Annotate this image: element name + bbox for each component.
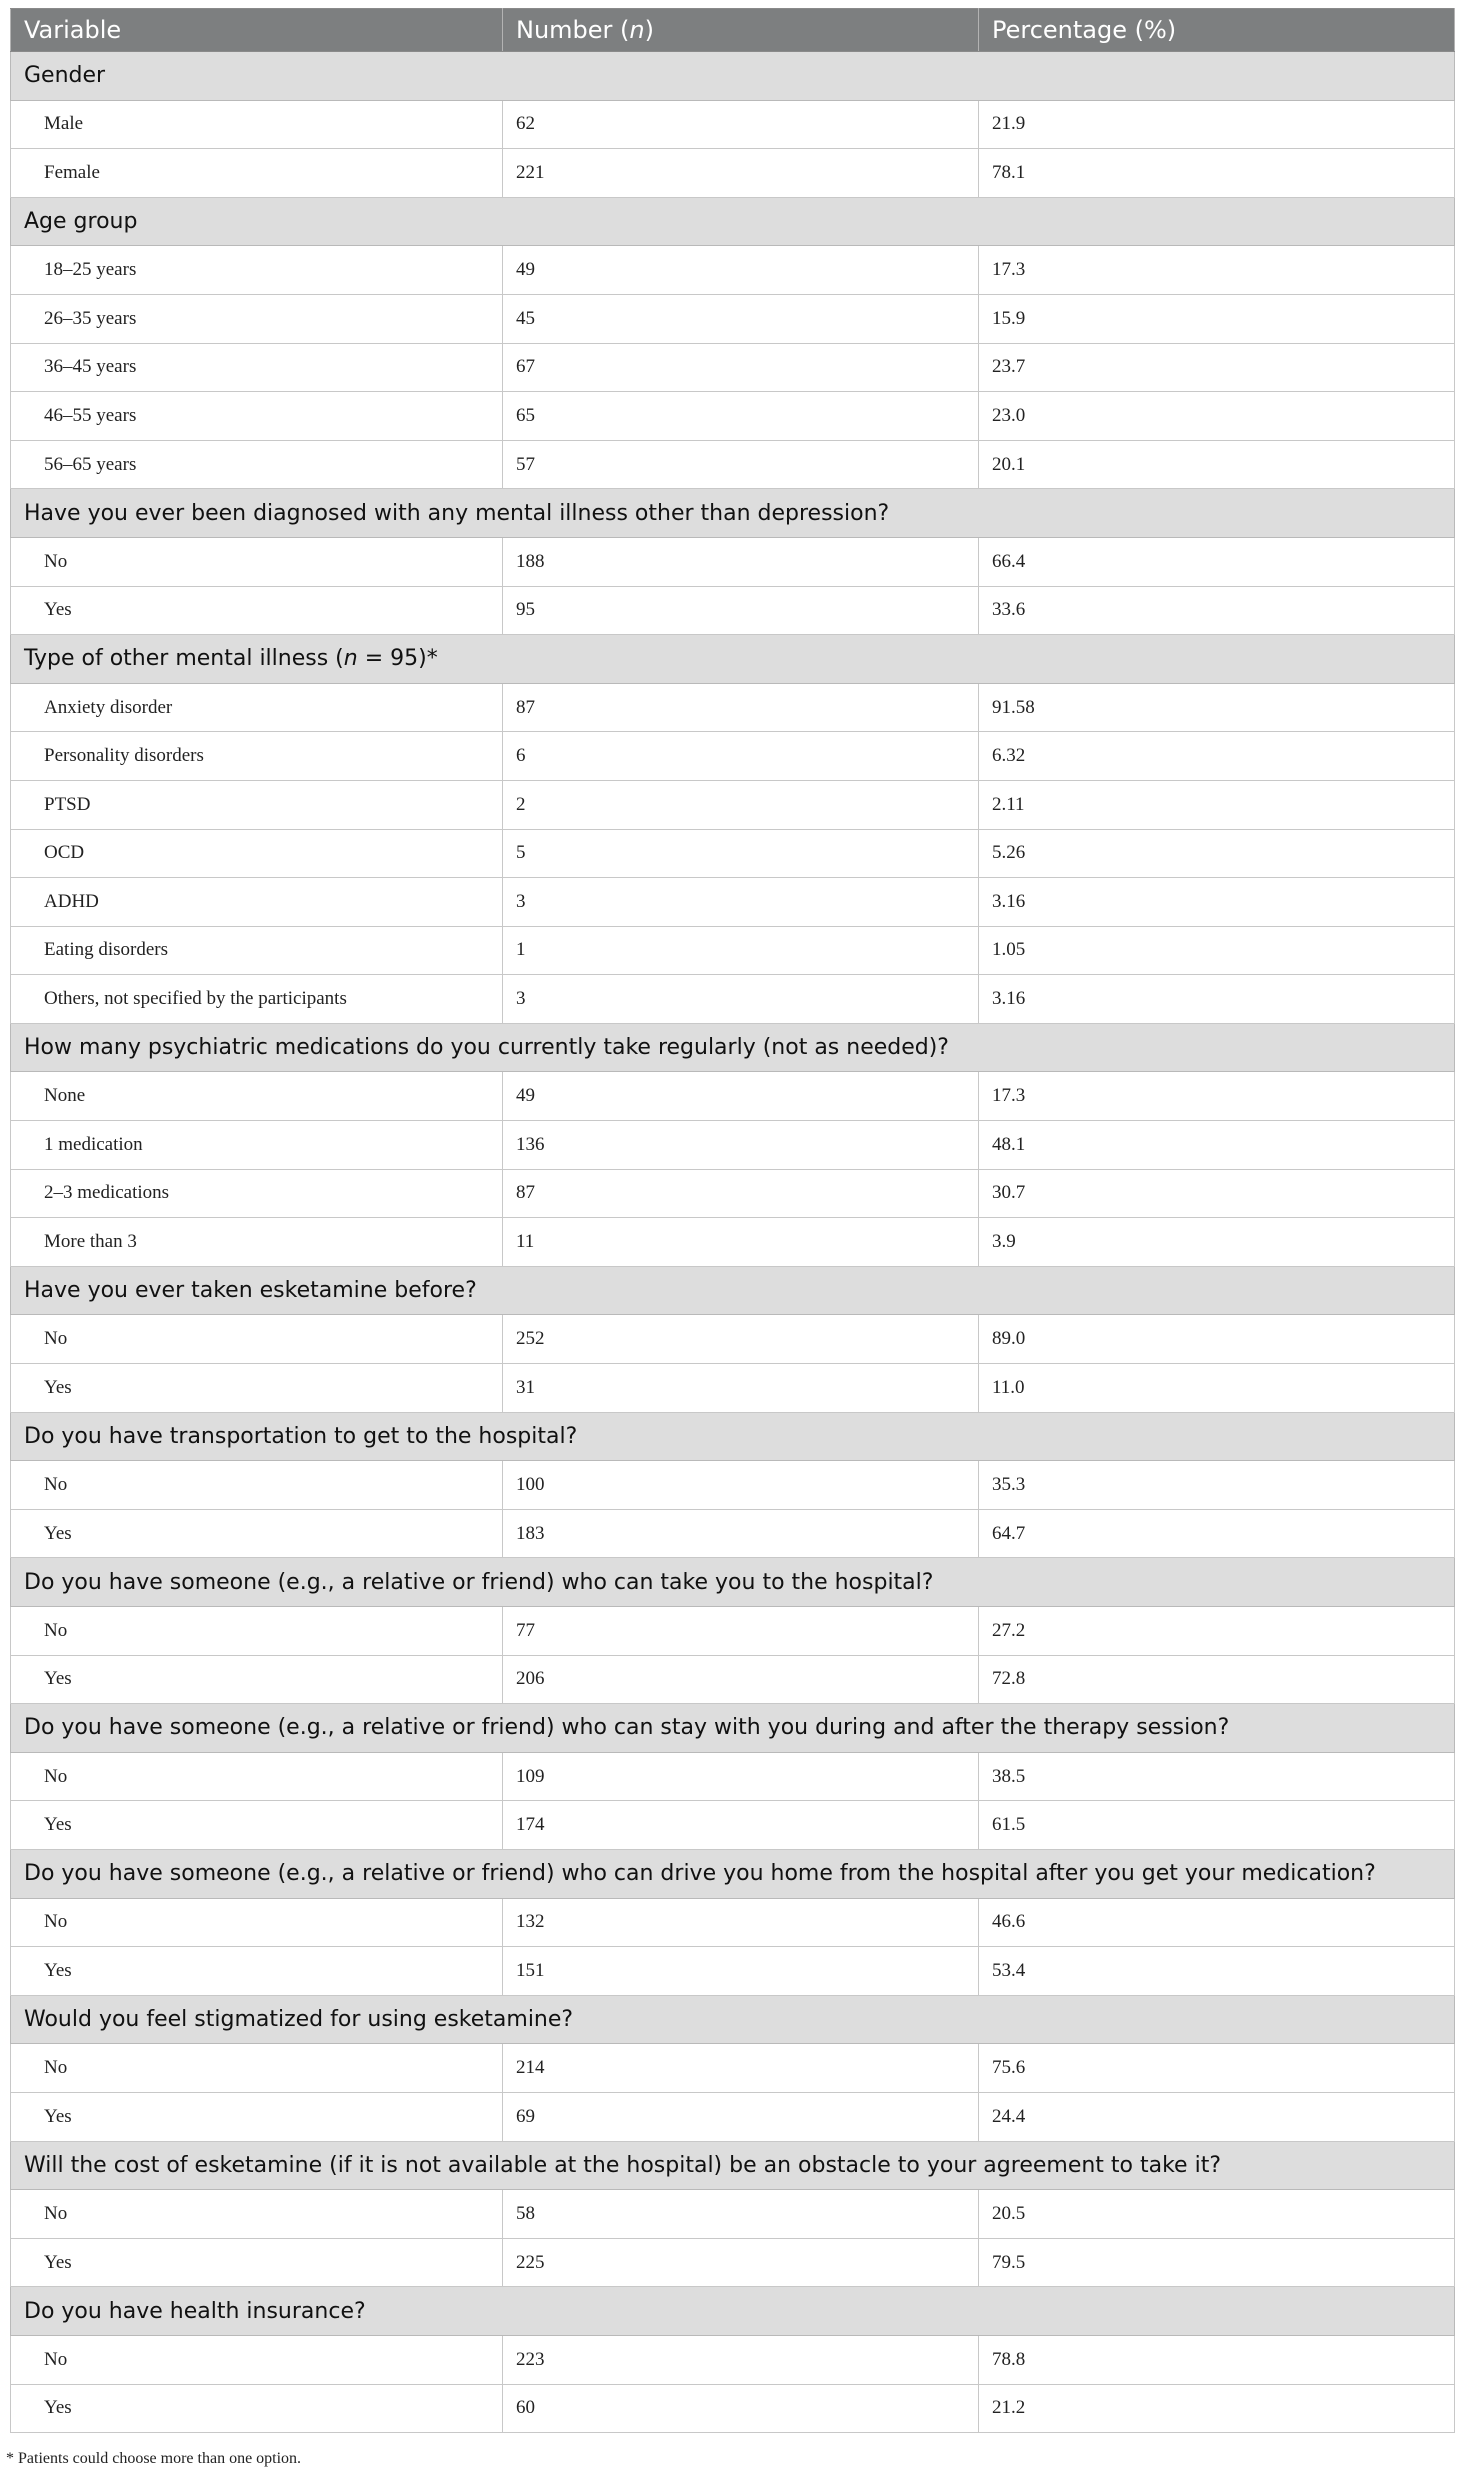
- row-label: 26–35 years: [11, 294, 503, 343]
- table-row: [11, 1315, 1455, 1364]
- row-count: 221: [503, 149, 979, 198]
- row-count: 174: [503, 1801, 979, 1850]
- row-label: No: [11, 1315, 503, 1364]
- row-count: 58: [503, 2190, 979, 2239]
- section-title: Type of other mental illness (n = 95)*: [11, 635, 1455, 684]
- table-row: [11, 1947, 1455, 1996]
- table-footnote: * Patients could choose more than one option.: [6, 2450, 302, 2467]
- row-count: 87: [503, 683, 979, 732]
- row-label: No: [11, 1461, 503, 1510]
- row-count: 3: [503, 975, 979, 1024]
- row-count: 67: [503, 343, 979, 392]
- section-header-row: [11, 489, 1455, 538]
- row-label: No: [11, 1752, 503, 1801]
- table-row: [11, 878, 1455, 927]
- section-title: Gender: [11, 52, 1455, 101]
- row-percentage: 17.3: [979, 246, 1455, 295]
- section-title: Have you ever been diagnosed with any mental illness other than depression?: [11, 489, 1455, 538]
- table-row: [11, 975, 1455, 1024]
- row-count: 87: [503, 1169, 979, 1218]
- row-label: 18–25 years: [11, 246, 503, 295]
- header-variable: Variable: [11, 9, 503, 52]
- row-count: 5: [503, 829, 979, 878]
- section-title: Do you have health insurance?: [11, 2287, 1455, 2336]
- table-header-row: [11, 9, 1455, 52]
- row-label: 2–3 medications: [11, 1169, 503, 1218]
- table-row: [11, 780, 1455, 829]
- row-count: 49: [503, 246, 979, 295]
- row-count: 1: [503, 926, 979, 975]
- row-percentage: 35.3: [979, 1461, 1455, 1510]
- row-label: 36–45 years: [11, 343, 503, 392]
- table-container: [10, 8, 1454, 2433]
- row-count: 100: [503, 1461, 979, 1510]
- table-row: [11, 2335, 1455, 2384]
- row-percentage: 1.05: [979, 926, 1455, 975]
- demographics-table: [10, 8, 1455, 2433]
- row-label: Yes: [11, 1509, 503, 1558]
- section-title: Do you have someone (e.g., a relative or friend) who can drive you home from the hospital after you get your medication?: [11, 1849, 1455, 1898]
- section-title: Would you feel stigmatized for using esketamine?: [11, 1995, 1455, 2044]
- row-count: 69: [503, 2092, 979, 2141]
- section-title: Do you have transportation to get to the hospital?: [11, 1412, 1455, 1461]
- row-count: 60: [503, 2384, 979, 2433]
- row-label: Others, not specified by the participants: [11, 975, 503, 1024]
- table-row: [11, 829, 1455, 878]
- row-percentage: 2.11: [979, 780, 1455, 829]
- row-label: No: [11, 537, 503, 586]
- table-row: [11, 1169, 1455, 1218]
- header-number: [503, 9, 979, 52]
- row-percentage: 61.5: [979, 1801, 1455, 1850]
- row-percentage: 3.9: [979, 1218, 1455, 1267]
- row-percentage: 78.8: [979, 2335, 1455, 2384]
- row-label: Yes: [11, 586, 503, 635]
- row-percentage: 24.4: [979, 2092, 1455, 2141]
- row-percentage: 91.58: [979, 683, 1455, 732]
- row-count: 136: [503, 1121, 979, 1170]
- row-percentage: 53.4: [979, 1947, 1455, 1996]
- row-percentage: 6.32: [979, 732, 1455, 781]
- row-label: No: [11, 1607, 503, 1656]
- row-percentage: 38.5: [979, 1752, 1455, 1801]
- row-count: 2: [503, 780, 979, 829]
- table-row: [11, 1655, 1455, 1704]
- section-header-row: [11, 1558, 1455, 1607]
- header-percentage: Percentage (%): [979, 9, 1455, 52]
- section-title: How many psychiatric medications do you currently take regularly (not as needed)?: [11, 1023, 1455, 1072]
- row-label: No: [11, 2044, 503, 2093]
- table-row: [11, 2092, 1455, 2141]
- row-percentage: 30.7: [979, 1169, 1455, 1218]
- table-row: [11, 246, 1455, 295]
- row-percentage: 89.0: [979, 1315, 1455, 1364]
- row-count: 188: [503, 537, 979, 586]
- table-row: [11, 586, 1455, 635]
- row-label: No: [11, 1898, 503, 1947]
- section-header-row: [11, 1023, 1455, 1072]
- table-row: [11, 683, 1455, 732]
- row-percentage: 23.0: [979, 392, 1455, 441]
- row-percentage: 21.9: [979, 100, 1455, 149]
- row-label: None: [11, 1072, 503, 1121]
- row-count: 57: [503, 440, 979, 489]
- section-header-row: [11, 2287, 1455, 2336]
- row-count: 77: [503, 1607, 979, 1656]
- header-number-symbol: n: [629, 16, 645, 44]
- row-percentage: 48.1: [979, 1121, 1455, 1170]
- row-label: 46–55 years: [11, 392, 503, 441]
- row-count: 95: [503, 586, 979, 635]
- section-title: Do you have someone (e.g., a relative or friend) who can take you to the hospital?: [11, 1558, 1455, 1607]
- section-header-row: [11, 52, 1455, 101]
- row-count: 31: [503, 1364, 979, 1413]
- row-label: Yes: [11, 1655, 503, 1704]
- row-percentage: 46.6: [979, 1898, 1455, 1947]
- row-percentage: 5.26: [979, 829, 1455, 878]
- row-label: Eating disorders: [11, 926, 503, 975]
- table-row: [11, 1072, 1455, 1121]
- table-row: [11, 1801, 1455, 1850]
- table-row: [11, 392, 1455, 441]
- table-row: [11, 1509, 1455, 1558]
- table-row: [11, 732, 1455, 781]
- row-label: PTSD: [11, 780, 503, 829]
- table-row: [11, 1607, 1455, 1656]
- section-header-row: [11, 197, 1455, 246]
- row-label: More than 3: [11, 1218, 503, 1267]
- table-row: [11, 440, 1455, 489]
- row-percentage: 17.3: [979, 1072, 1455, 1121]
- row-label: 1 medication: [11, 1121, 503, 1170]
- row-count: 225: [503, 2238, 979, 2287]
- section-title: Age group: [11, 197, 1455, 246]
- row-count: 49: [503, 1072, 979, 1121]
- section-header-row: [11, 1266, 1455, 1315]
- table-row: [11, 1461, 1455, 1510]
- row-label: 56–65 years: [11, 440, 503, 489]
- row-label: Yes: [11, 2384, 503, 2433]
- row-percentage: 21.2: [979, 2384, 1455, 2433]
- row-percentage: 72.8: [979, 1655, 1455, 1704]
- row-count: 62: [503, 100, 979, 149]
- row-label: No: [11, 2190, 503, 2239]
- header-number-suffix: ): [644, 16, 654, 44]
- table-row: [11, 2238, 1455, 2287]
- table-row: [11, 926, 1455, 975]
- row-percentage: 79.5: [979, 2238, 1455, 2287]
- row-label: Yes: [11, 1801, 503, 1850]
- row-count: 223: [503, 2335, 979, 2384]
- section-header-row: [11, 2141, 1455, 2190]
- table-row: [11, 149, 1455, 198]
- row-count: 132: [503, 1898, 979, 1947]
- section-header-row: [11, 1412, 1455, 1461]
- table-row: [11, 537, 1455, 586]
- row-percentage: 64.7: [979, 1509, 1455, 1558]
- row-label: Personality disorders: [11, 732, 503, 781]
- table-row: [11, 1752, 1455, 1801]
- row-label: Anxiety disorder: [11, 683, 503, 732]
- row-label: OCD: [11, 829, 503, 878]
- row-percentage: 3.16: [979, 878, 1455, 927]
- row-percentage: 15.9: [979, 294, 1455, 343]
- row-percentage: 33.6: [979, 586, 1455, 635]
- row-count: 109: [503, 1752, 979, 1801]
- section-header-row: [11, 1995, 1455, 2044]
- section-header-row: [11, 1849, 1455, 1898]
- row-label: No: [11, 2335, 503, 2384]
- table-row: [11, 1218, 1455, 1267]
- row-label: Yes: [11, 1364, 503, 1413]
- row-label: Female: [11, 149, 503, 198]
- row-label: Male: [11, 100, 503, 149]
- row-label: Yes: [11, 1947, 503, 1996]
- table-row: [11, 2190, 1455, 2239]
- table-row: [11, 343, 1455, 392]
- section-title: Do you have someone (e.g., a relative or friend) who can stay with you during and after the therapy session?: [11, 1704, 1455, 1753]
- row-count: 252: [503, 1315, 979, 1364]
- row-percentage: 23.7: [979, 343, 1455, 392]
- row-count: 183: [503, 1509, 979, 1558]
- table-row: [11, 1364, 1455, 1413]
- table-body: [11, 52, 1455, 2433]
- row-percentage: 3.16: [979, 975, 1455, 1024]
- row-label: Yes: [11, 2238, 503, 2287]
- row-count: 45: [503, 294, 979, 343]
- table-row: [11, 100, 1455, 149]
- row-percentage: 20.5: [979, 2190, 1455, 2239]
- table-row: [11, 1898, 1455, 1947]
- row-count: 65: [503, 392, 979, 441]
- section-title: Have you ever taken esketamine before?: [11, 1266, 1455, 1315]
- section-header-row: [11, 1704, 1455, 1753]
- table-row: [11, 2384, 1455, 2433]
- row-count: 206: [503, 1655, 979, 1704]
- row-percentage: 78.1: [979, 149, 1455, 198]
- section-title: Will the cost of esketamine (if it is not available at the hospital) be an obstacle to your agreement to take it?: [11, 2141, 1455, 2190]
- row-count: 3: [503, 878, 979, 927]
- row-percentage: 27.2: [979, 1607, 1455, 1656]
- section-header-row: [11, 635, 1455, 684]
- row-percentage: 66.4: [979, 537, 1455, 586]
- row-count: 151: [503, 1947, 979, 1996]
- row-count: 214: [503, 2044, 979, 2093]
- table-row: [11, 1121, 1455, 1170]
- row-percentage: 20.1: [979, 440, 1455, 489]
- row-percentage: 11.0: [979, 1364, 1455, 1413]
- row-count: 11: [503, 1218, 979, 1267]
- row-count: 6: [503, 732, 979, 781]
- row-label: ADHD: [11, 878, 503, 927]
- header-number-prefix: Number (: [516, 16, 630, 44]
- table-row: [11, 294, 1455, 343]
- row-label: Yes: [11, 2092, 503, 2141]
- row-percentage: 75.6: [979, 2044, 1455, 2093]
- table-row: [11, 2044, 1455, 2093]
